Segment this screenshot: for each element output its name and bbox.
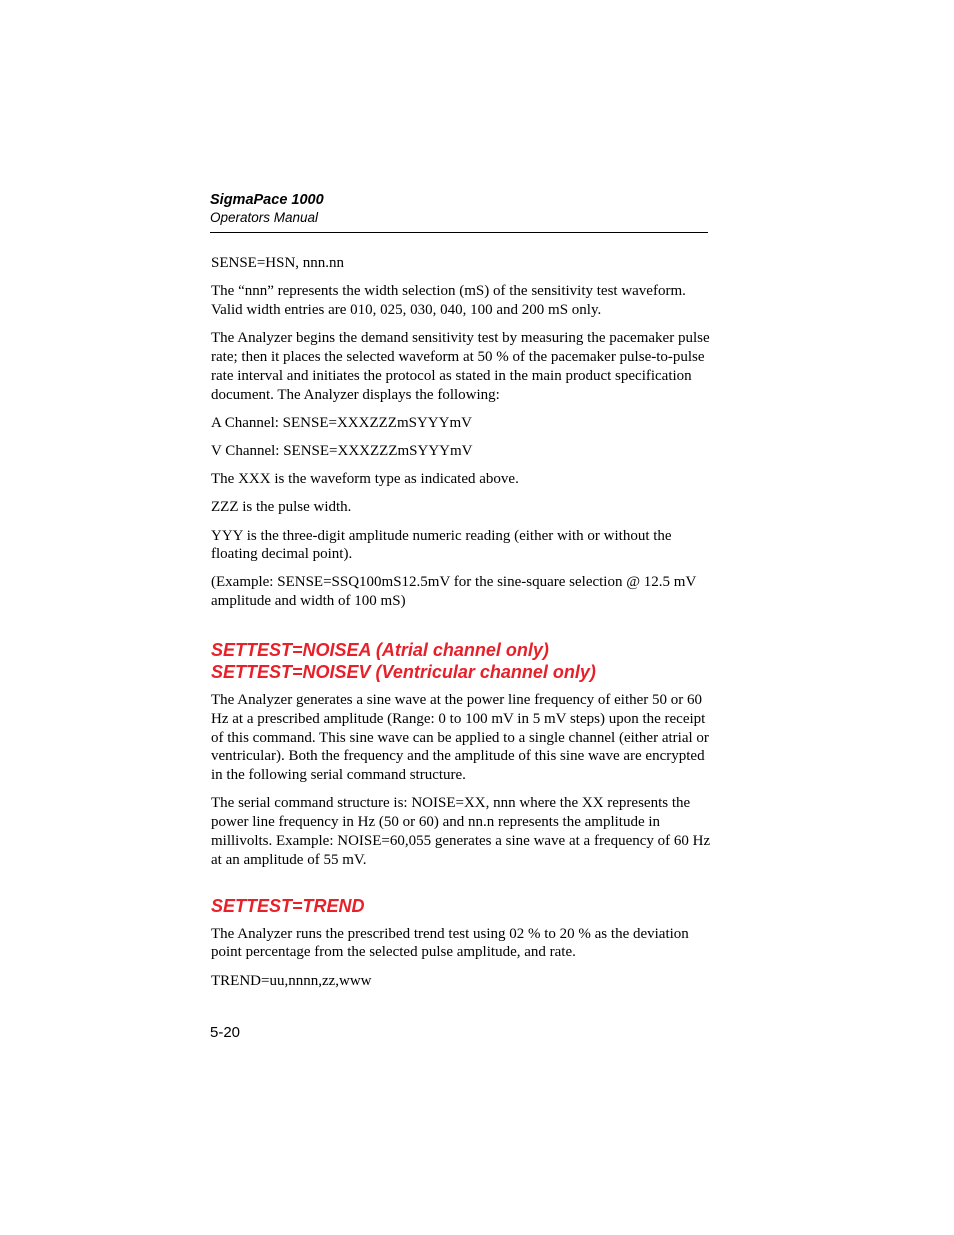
noise-command-structure-paragraph: The serial command structure is: NOISE=XX, nnn where the XX represents the power line frequency in Hz (50 or 60) and nn.n represents the amplitude in millivolts. Example: NOISE=60,055 generates a sine wave at a frequency of 60 Hz at an amplitude of 55 mV. bbox=[211, 795, 711, 868]
a-channel-display: A Channel: SENSE=XXXZZZmSYYYmV bbox=[211, 414, 472, 431]
xxx-description: The XXX is the waveform type as indicated above. bbox=[211, 471, 519, 488]
sense-example: (Example: SENSE=SSQ100mS12.5mV for the sine-square selection @ 12.5 mV amplitude and width of 100 mS) bbox=[211, 574, 697, 610]
noise-heading-line-2: SETTEST=NOISEV (Ventricular channel only) bbox=[211, 662, 596, 683]
zzz-description: ZZZ is the pulse width. bbox=[211, 499, 352, 516]
yyy-description: YYY is the three-digit amplitude numeric reading (either with or without the floating decimal point). bbox=[211, 527, 672, 563]
page-body bbox=[211, 254, 711, 1000]
command-sense-hsn: SENSE=HSN, nnn.nn bbox=[211, 255, 345, 271]
trend-section-heading: SETTEST=TREND bbox=[211, 895, 365, 916]
v-channel-display: V Channel: SENSE=XXXZZZmSYYYmV bbox=[211, 442, 473, 459]
noise-section-heading bbox=[211, 639, 711, 683]
page-number: 5-20 bbox=[210, 1024, 241, 1041]
trend-description-paragraph: The Analyzer runs the prescribed trend test using 02 % to 20 % as the deviation point percentage from the selected pulse amplitude, and rate. bbox=[211, 925, 689, 961]
command-trend: TREND=uu,nnnn,zz,www bbox=[211, 972, 372, 989]
running-header bbox=[210, 191, 708, 233]
noise-description-paragraph: The Analyzer generates a sine wave at the power line frequency of either 50 or 60 Hz at a prescribed amplitude (Range: 0 to 100 mV in 5 mV steps) upon the receipt of this command. This sine wave can be applied to a single channel (either atrial or ventricular). Both the frequency and the amplitude of this sine wave are encrypted in the following serial command structure. bbox=[211, 692, 709, 784]
sensitivity-test-paragraph: The Analyzer begins the demand sensitivity test by measuring the pacemaker pulse rate; then it places the selected waveform at 50 % of the pacemaker pulse-to-pulse rate interval and initiates the protocol as stated in the main product specification document. The Analyzer displays the following: bbox=[211, 330, 710, 403]
width-description-paragraph: The “nnn” represents the width selection (mS) of the sensitivity test waveform. Valid width entries are 010, 025, 030, 040, 100 and 200 mS only. bbox=[211, 283, 686, 318]
noise-heading-line-1: SETTEST=NOISEA (Atrial channel only) bbox=[211, 640, 549, 661]
manual-title: SigmaPace 1000 bbox=[210, 192, 324, 208]
manual-subtitle: Operators Manual bbox=[210, 210, 319, 225]
